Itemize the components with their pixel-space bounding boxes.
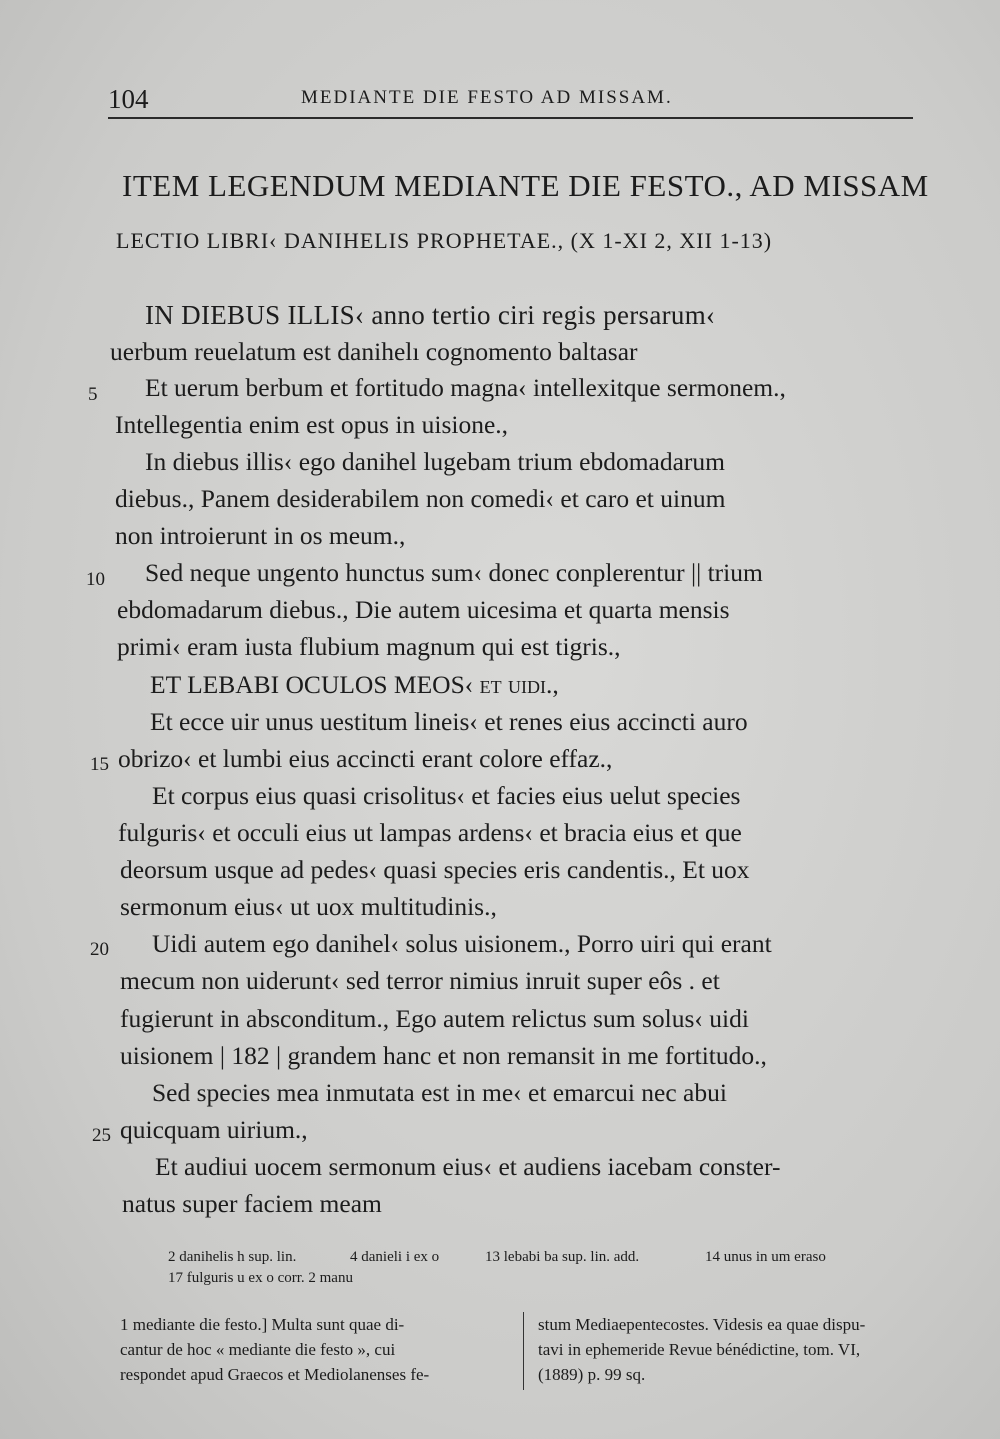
text-line: quicquam uirium., xyxy=(120,1115,308,1144)
text-line: Et corpus eius quasi crisolitus‹ et facies eius uelut species xyxy=(152,781,741,810)
text-line: uerbum reuelatum est danihelı cognomento baltasar xyxy=(110,337,638,366)
header-rule xyxy=(108,117,913,119)
text-line: fulguris‹ et occuli eius ut lampas ardens‹ et bracia eius et que xyxy=(118,818,742,847)
text-line: Et ecce uir unus uestitum lineis‹ et renes eius accincti auro xyxy=(150,707,748,736)
text-line: Sed species mea inmutata est in me‹ et emarcui nec abui xyxy=(152,1078,727,1107)
text-line: natus super faciem meam xyxy=(122,1189,382,1218)
running-header xyxy=(108,84,913,114)
apparatus-entry: 14 unus in um eraso xyxy=(705,1249,826,1265)
section-title: ITEM LEGENDUM MEDIANTE DIE FESTO., AD MISSAM xyxy=(122,168,929,203)
line-number: 15 xyxy=(90,754,109,775)
text-line: primi‹ eram iusta flubium magnum qui est tigris., xyxy=(117,632,621,661)
footnote-line: 1 mediante die festo.] Multa sunt quae di- xyxy=(120,1315,405,1334)
text-line: non introierunt in os meum., xyxy=(115,521,406,550)
line-number: 20 xyxy=(90,939,109,960)
text-line: diebus., Panem desiderabilem non comedi‹ et caro et uinum xyxy=(115,484,726,513)
text-line: In diebus illis‹ ego danihel lugebam trium ebdomadarum xyxy=(145,447,725,476)
line-number: 25 xyxy=(92,1125,111,1146)
text-line: ET LEBABI OCULOS MEOS‹ et uidi., xyxy=(150,670,559,699)
text-line: deorsum usque ad pedes‹ quasi species eris candentis., Et uox xyxy=(120,855,750,884)
text-line: fugierunt in absconditum., Ego autem relictus sum solus‹ uidi xyxy=(120,1004,749,1033)
text-line: obrizo‹ et lumbi eius accincti erant colore effaz., xyxy=(118,744,613,773)
text-line: Intellegentia enim est opus in uisione., xyxy=(115,410,509,439)
running-title: MEDIANTE DIE FESTO AD MISSAM. xyxy=(301,87,673,108)
footnote-line: cantur de hoc « mediante die festo », cui xyxy=(120,1340,396,1359)
text-line: Uidi autem ego danihel‹ solus uisionem., Porro uiri qui erant xyxy=(152,929,772,958)
text-line: ebdomadarum diebus., Die autem uicesima et quarta mensis xyxy=(117,595,730,624)
footnote-line: stum Mediaepentecostes. Videsis ea quae dispu- xyxy=(538,1315,866,1334)
apparatus-entry: 13 lebabi ba sup. lin. add. xyxy=(485,1249,640,1265)
line-number: 10 xyxy=(86,569,105,590)
page-number: 104 xyxy=(108,84,149,114)
apparatus-entry: 17 fulguris u ex o corr. 2 manu xyxy=(168,1270,353,1286)
line-number: 5 xyxy=(88,384,98,405)
apparatus-entry: 4 danieli i ex o xyxy=(350,1249,440,1265)
text-line: Sed neque ungento hunctus sum‹ donec conplerentur || trium xyxy=(145,558,763,587)
section-subtitle: LECTIO LIBRI‹ DANIHELIS PROPHETAE., (X 1-XI 2, XII 1-13) xyxy=(116,228,773,253)
footnote-line: respondet apud Graecos et Mediolanenses fe- xyxy=(120,1365,430,1384)
apparatus-entry: 2 danihelis h sup. lin. xyxy=(168,1249,297,1265)
text-line: sermonum eius‹ ut uox multitudinis., xyxy=(120,892,497,921)
footnote-line: (1889) p. 99 sq. xyxy=(538,1365,646,1384)
text-line: uisionem | 182 | grandem hanc et non remansit in me fortitudo., xyxy=(120,1041,767,1070)
footnote-line: tavi in ephemeride Revue bénédictine, tom. VI, xyxy=(538,1340,861,1359)
text-line: Et audiui uocem sermonum eius‹ et audiens iacebam conster- xyxy=(155,1152,781,1181)
text-line: Et uerum berbum et fortitudo magna‹ intellexitque sermonem., xyxy=(145,373,786,402)
column-divider xyxy=(523,1312,524,1390)
text-line: IN DIEBUS ILLIS‹ anno tertio ciri regis persarum‹ xyxy=(145,300,716,330)
text-line: mecum non uiderunt‹ sed terror nimius inruit super eôs . et xyxy=(120,966,720,995)
